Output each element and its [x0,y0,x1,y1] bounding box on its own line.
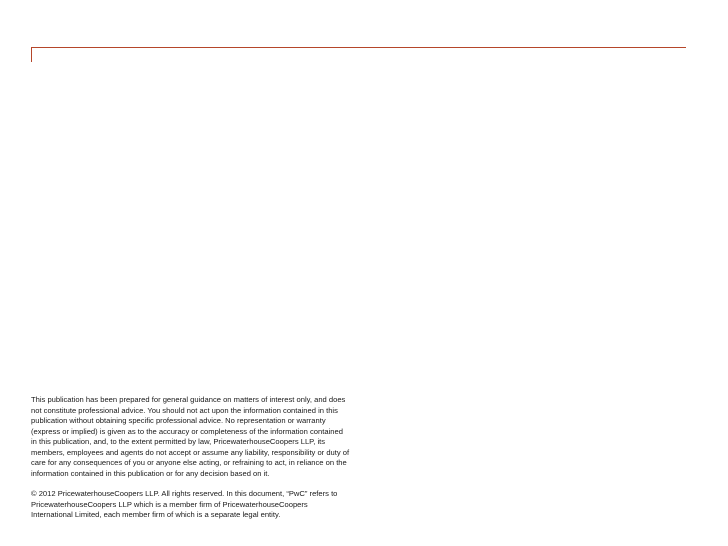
legal-notice [31,395,431,521]
copyright-line: PricewaterhouseCoopers LLP which is a member firm of PricewaterhouseCoopers [31,499,308,509]
copyright-line: © 2012 PricewaterhouseCoopers LLP. All rights reserved. In this document, “PwC” refers to [31,489,338,498]
disclaimer-line: care for any consequences of you or anyone else acting, or refraining to act, in reliance on the [31,458,347,467]
header-rule-tick [31,47,32,62]
disclaimer-line: not constitute professional advice. You should not act upon the information contained in this [31,405,338,415]
disclaimer-line: members, employees and agents do not accept or assume any liability, responsibility or duty of [31,447,350,457]
disclaimer-line: This publication has been prepared for general guidance on matters of interest only, and does [31,395,346,404]
paragraph-gap [31,479,431,489]
header-rule [31,47,686,48]
disclaimer-line: in this publication, and, to the extent permitted by law, PricewaterhouseCoopers LLP, its [31,437,326,446]
copyright-line: International Limited, each member firm of which is a separate legal entity. [31,510,281,519]
disclaimer-line: publication without obtaining specific professional advice. No representation or warranty [31,416,326,425]
disclaimer-line: (express or implied) is given as to the accuracy or completeness of the information contained [31,426,343,436]
disclaimer-line: information contained in this publication or for any decision based on it. [31,468,270,478]
